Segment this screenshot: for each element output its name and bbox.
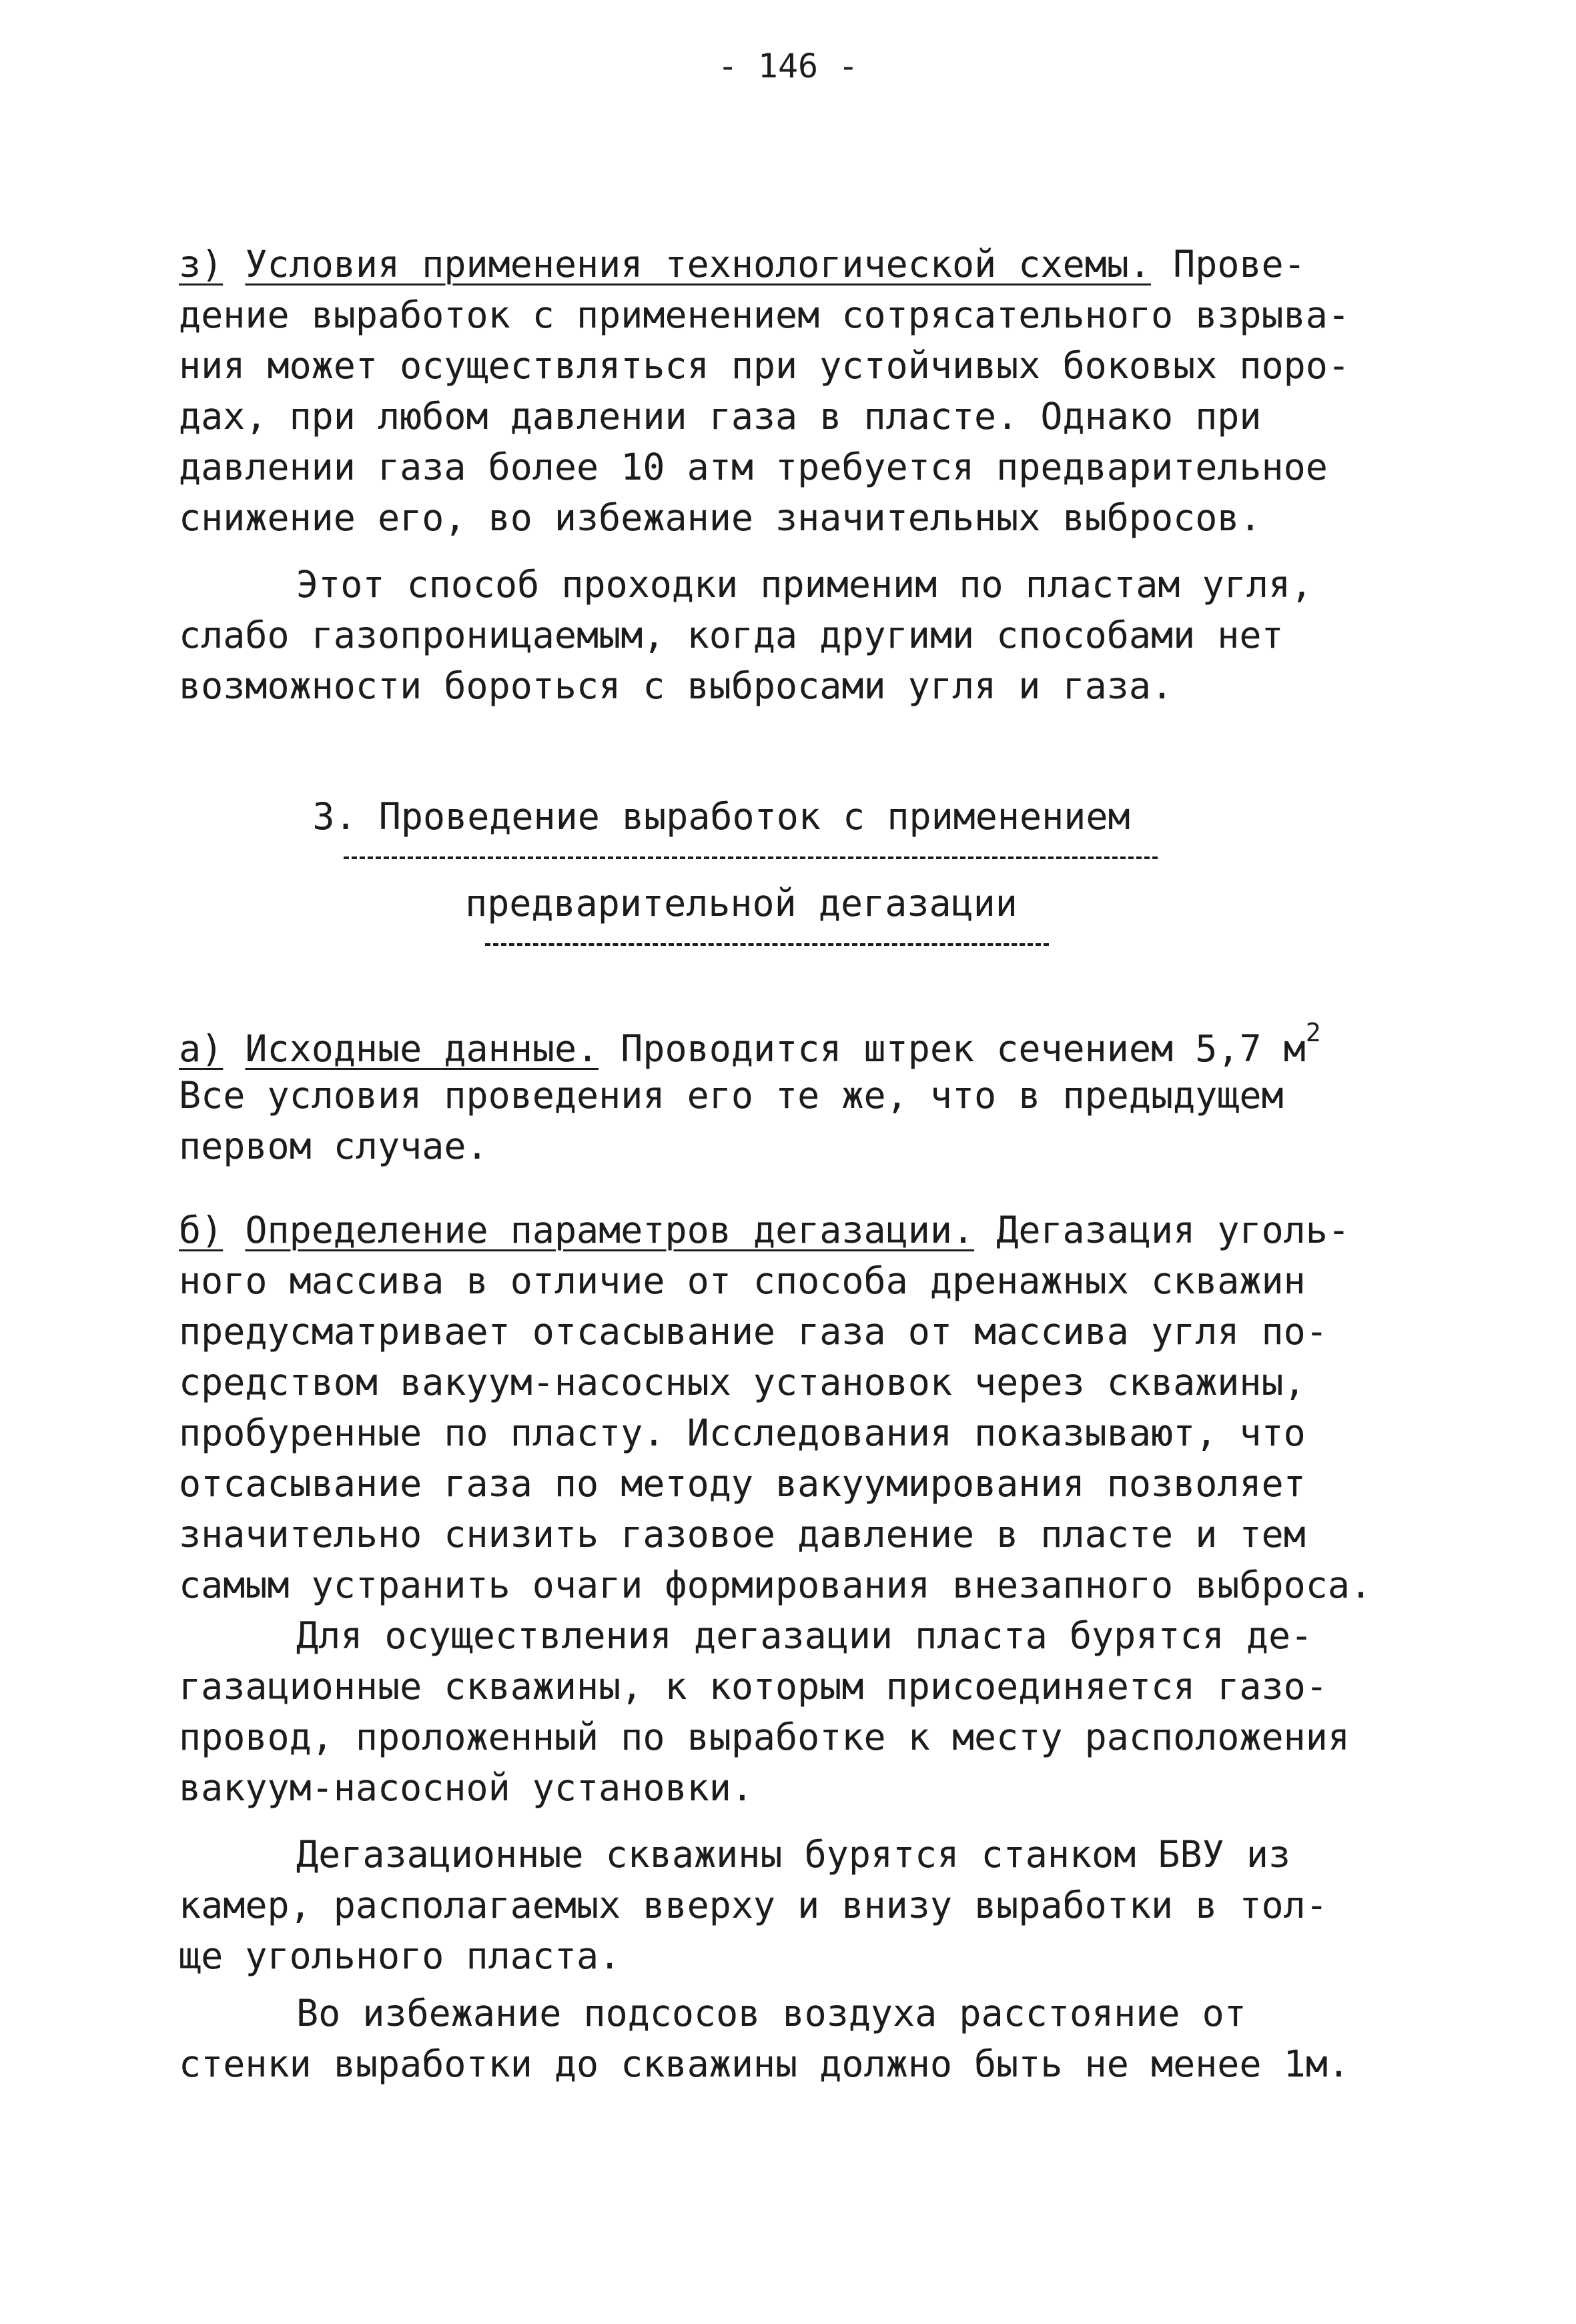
section-a-line1-rest: Проводится штрек сечением 5,7 м [621, 1027, 1306, 1070]
section-z-title: Условия применения технологической схемы. [245, 243, 1151, 285]
section-z-line: ния может осуществляться при устойчивых боковых поро- [179, 344, 1350, 387]
section-z-line: давлении газа более 10 атм требуется предварительное [179, 446, 1328, 488]
section-b-p2-line: газационные скважины, к которым присоединяется газо- [179, 1665, 1328, 1708]
section-z-line1-rest: Прове- [1173, 243, 1306, 285]
section-b-p3-line: камер, располагаемых вверху и внизу выработки в тол- [179, 1884, 1328, 1926]
section-b-p4-line: стенки выработки до скважины должно быть не менее 1м. [179, 2043, 1350, 2085]
section-b-p3-line: ще угольного пласта. [179, 1934, 621, 1977]
section-z-first-line [179, 239, 1306, 289]
section-a-label: а) [179, 1027, 224, 1070]
heading-dashed-rule [344, 856, 1158, 859]
chapter-heading-line1: 3. Проведение выработок с применением [312, 795, 1130, 838]
section-z-p2-line: слабо газопроницаемым, когда другими способами нет [179, 614, 1284, 656]
superscript: 2 [1305, 1018, 1321, 1047]
section-z-line: дение выработок с применением сотрясательного взрыва- [179, 294, 1350, 336]
section-a-first-line [179, 1007, 1321, 1074]
section-b-line: самым устранить очаги формирования внезапного выброса. [179, 1564, 1372, 1606]
heading-dashed-rule [485, 943, 1049, 946]
section-z-line: снижение его, во избежание значительных выбросов. [179, 496, 1262, 539]
section-a-line: первом случае. [179, 1125, 488, 1167]
section-b-p2-line: Для осуществления дегазации пласта бурятся де- [296, 1614, 1313, 1657]
section-z-p2-line: Этот способ проходки применим по пластам угля, [296, 563, 1313, 606]
section-a-title: Исходные данные. [245, 1027, 599, 1070]
section-b-line: отсасывание газа по методу вакуумирования позволяет [179, 1462, 1306, 1505]
section-b-p2-line: вакуум-насосной установки. [179, 1766, 753, 1809]
section-z-p2-line: возможности бороться с выбросами угля и газа. [179, 664, 1174, 707]
section-b-p3-line: Дегазационные скважины бурятся станком БВУ из [296, 1833, 1291, 1876]
section-b-line: средством вакуум-насосных установок через скважины, [179, 1361, 1306, 1403]
section-z-line: дах, при любом давлении газа в пласте. Однако при [179, 395, 1262, 438]
page-number: - 146 - [717, 47, 859, 85]
chapter-heading-line2: предварительной дегазации [465, 882, 1018, 925]
section-a-line: Все условия проведения его те же, что в предыдущем [179, 1074, 1284, 1117]
section-b-line1-rest: Дегазация уголь- [996, 1209, 1350, 1251]
section-z-label: з) [179, 243, 224, 285]
section-b-label: б) [179, 1209, 224, 1251]
section-b-line: ного массива в отличие от способа дренажных скважин [179, 1259, 1306, 1302]
section-b-first-line [179, 1205, 1350, 1255]
section-b-line: предусматривает отсасывание газа от массива угля по- [179, 1310, 1328, 1353]
section-b-p4-line: Во избежание подсосов воздуха расстояние от [296, 1992, 1246, 2035]
section-b-line: значительно снизить газовое давление в пласте и тем [179, 1513, 1306, 1556]
section-b-title: Определение параметров дегазации. [245, 1209, 975, 1251]
section-b-line: пробуренные по пласту. Исследования показывают, что [179, 1411, 1306, 1454]
section-b-p2-line: провод, проложенный по выработке к месту расположения [179, 1716, 1350, 1758]
